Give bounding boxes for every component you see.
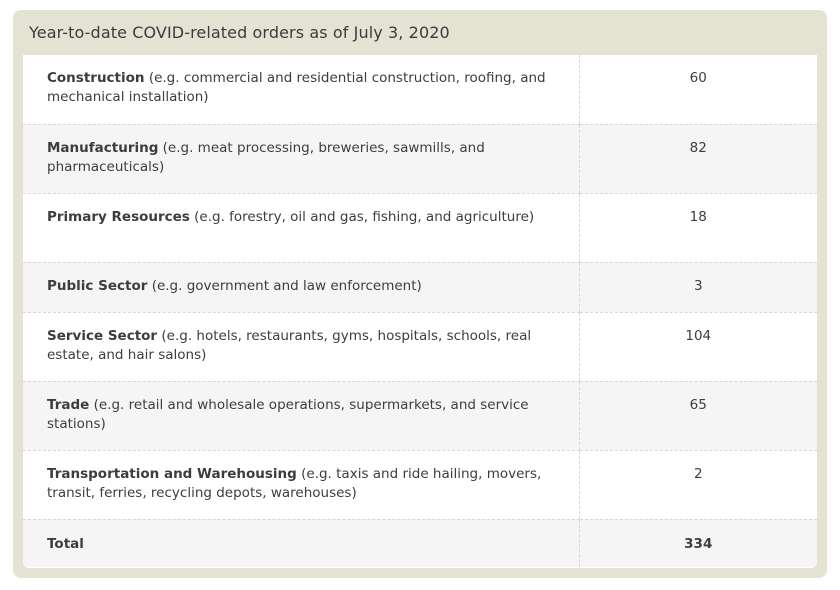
sector-description: (e.g. meat processing, breweries, sawmills, and pharmaceuticals) <box>47 139 485 175</box>
panel-title: Year-to-date COVID-related orders as of July 3, 2020 <box>29 23 450 42</box>
table-row-construction <box>23 55 817 124</box>
table-row-public-sector <box>23 262 817 312</box>
table-row-total <box>23 519 817 567</box>
orders-table-container <box>23 55 817 568</box>
order-count: 82 <box>579 124 817 193</box>
table-row-manufacturing <box>23 124 817 193</box>
order-count: 60 <box>579 55 817 124</box>
sector-cell <box>23 193 579 262</box>
sector-name: Transportation and Warehousing <box>47 465 297 482</box>
table-row-trade <box>23 381 817 450</box>
orders-panel <box>13 10 827 578</box>
sector-cell <box>23 312 579 381</box>
total-value: 334 <box>579 519 817 567</box>
order-count: 3 <box>579 262 817 312</box>
order-count: 65 <box>579 381 817 450</box>
sector-cell <box>23 124 579 193</box>
sector-description: (e.g. forestry, oil and gas, fishing, and agriculture) <box>189 208 535 225</box>
sector-name: Construction <box>47 70 145 86</box>
sector-cell <box>23 55 579 124</box>
sector-name: Service Sector <box>47 327 158 344</box>
sector-description: (e.g. commercial and residential construction, roofing, and mechanical installation) <box>47 70 546 105</box>
sector-name: Primary Resources <box>47 208 190 225</box>
order-count: 2 <box>579 450 817 519</box>
table-row-transportation <box>23 450 817 519</box>
sector-cell <box>23 381 579 450</box>
orders-table <box>23 55 817 567</box>
sector-name: Public Sector <box>47 277 148 294</box>
sector-name: Manufacturing <box>47 139 159 156</box>
order-count: 104 <box>579 312 817 381</box>
sector-cell <box>23 450 579 519</box>
sector-name: Trade <box>47 396 90 413</box>
table-row-service-sector <box>23 312 817 381</box>
sector-description: (e.g. hotels, restaurants, gyms, hospitals, schools, real estate, and hair salons) <box>47 327 532 363</box>
table-row-primary-resources <box>23 193 817 262</box>
sector-description: (e.g. taxis and ride hailing, movers, transit, ferries, recycling depots, warehouses) <box>47 465 542 501</box>
sector-description: (e.g. government and law enforcement) <box>147 277 422 294</box>
order-count: 18 <box>579 193 817 262</box>
sector-cell <box>23 262 579 312</box>
total-label: Total <box>23 519 579 567</box>
sector-description: (e.g. retail and wholesale operations, supermarkets, and service stations) <box>47 396 529 432</box>
